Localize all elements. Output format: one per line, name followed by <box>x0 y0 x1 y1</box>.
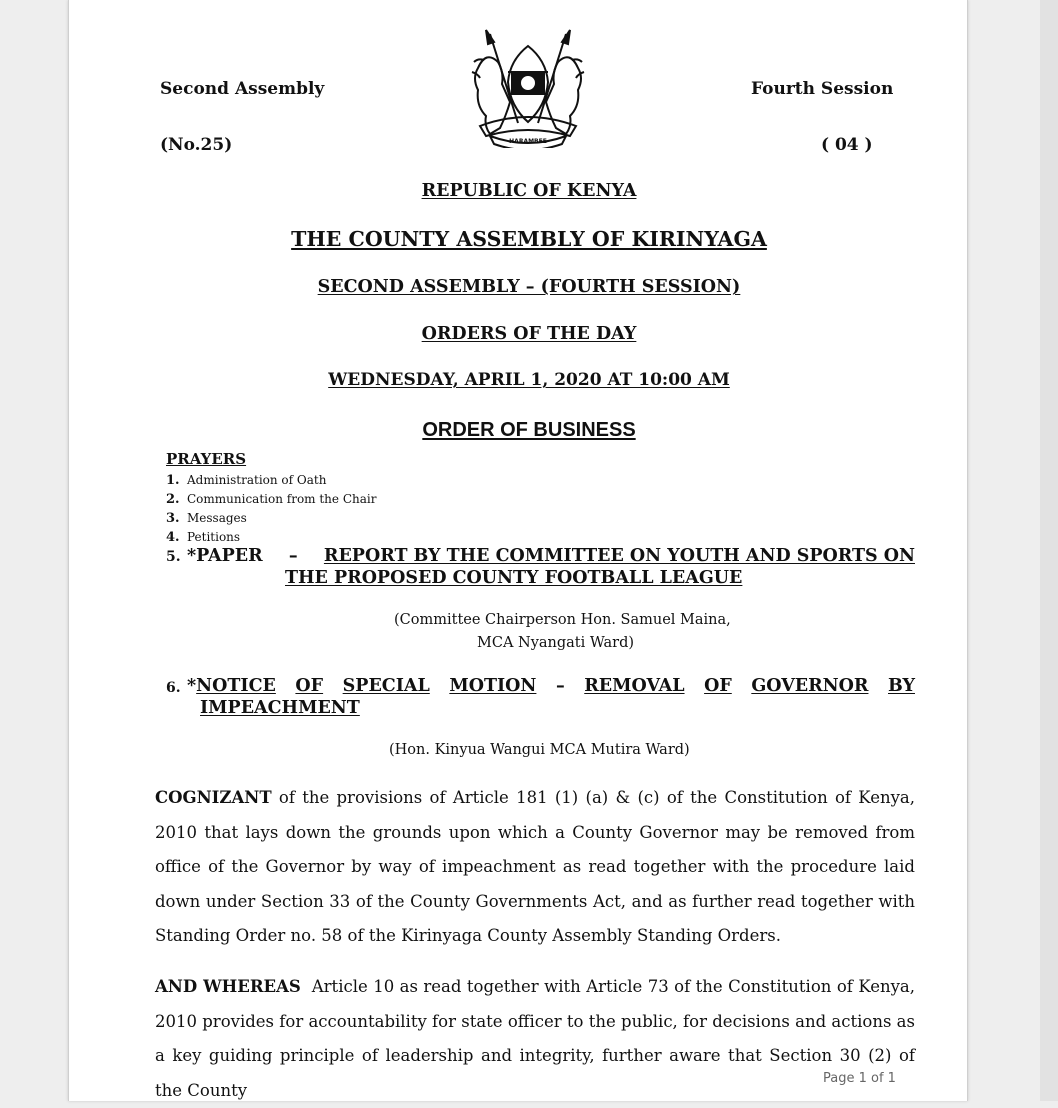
prayers-heading: PRAYERS <box>166 450 247 468</box>
session-title: SECOND ASSEMBLY – (FOURTH SESSION) <box>317 277 741 297</box>
item-5-sponsor-line2: MCA Nyangati Ward) <box>477 635 635 651</box>
list-item: 3. Messages <box>166 511 247 526</box>
assembly-label: Second Assembly <box>160 79 325 99</box>
orders-of-the-day-title: ORDERS OF THE DAY <box>421 324 637 344</box>
order-paper-code: ( 04 ) <box>821 135 873 155</box>
page-indicator: Page 1 of 1 <box>823 1071 896 1086</box>
paragraph-cognizant: COGNIZANT of the provisions of Article 181 (1) (a) & (c) of the Constitution of Kenya, 2010 that lays down the grounds upon which a County Governor may be removed from office of the Governor by way of impeachment as read together with the procedure laid down under Section 33 of the County Governments Act, and as further read together with Standing Order no. 58 of the Kirinyaga County Assembly Standing Orders. <box>155 788 915 945</box>
viewer-scroll-strip[interactable] <box>1040 0 1058 1101</box>
order-paper-number: (No.25) <box>160 135 233 155</box>
list-item: 1. Administration of Oath <box>166 473 327 488</box>
order-of-business-heading: ORDER OF BUSINESS <box>422 419 636 441</box>
item-6-title-line1: *NOTICE OF SPECIAL MOTION – REMOVAL OF GOVERNOR BY <box>187 676 915 696</box>
item-5-title-line2: THE PROPOSED COUNTY FOOTBALL LEAGUE <box>285 568 743 588</box>
item-6-sponsor: (Hon. Kinyua Wangui MCA Mutira Ward) <box>389 742 690 758</box>
item-5-sponsor-line1: (Committee Chairperson Hon. Samuel Maina, <box>394 612 731 628</box>
paragraph-and-whereas: AND WHEREAS Article 10 as read together with Article 73 of the Constitution of Kenya, 2010 provides for accountability for state officer to the public, for decisions and actions as a key guiding principle of leadership and integrity, further aware that Section 30 (2) of the County <box>155 977 921 1100</box>
item-5-title-line1: *PAPER – REPORT BY THE COMMITTEE ON YOUTH AND SPORTS ON <box>187 546 915 566</box>
county-assembly-title: THE COUNTY ASSEMBLY OF KIRINYAGA <box>291 227 767 251</box>
list-item: 4. Petitions <box>166 530 241 545</box>
republic-title: REPUBLIC OF KENYA <box>421 181 637 201</box>
sitting-date: WEDNESDAY, APRIL 1, 2020 AT 10:00 AM <box>328 370 730 390</box>
item-5-number: 5. <box>166 549 181 565</box>
kenya-coat-of-arms-icon <box>460 28 596 148</box>
item-6-number: 6. <box>166 680 181 696</box>
emblem-motto: HARAMBEE <box>509 138 547 145</box>
session-label: Fourth Session <box>751 79 894 99</box>
item-6-title-line2: IMPEACHMENT <box>200 698 360 718</box>
list-item: 2. Communication from the Chair <box>166 492 377 507</box>
